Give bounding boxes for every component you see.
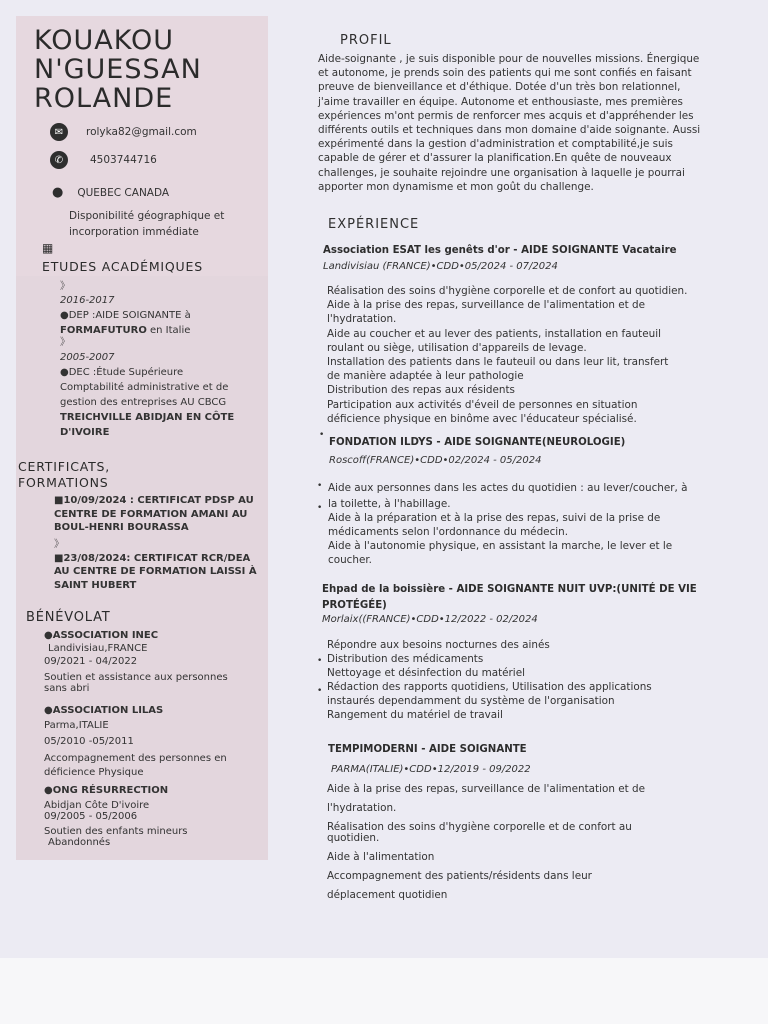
bullet-icon: •: [317, 686, 323, 696]
bullet-icon: •: [319, 430, 325, 440]
job-line: Répondre aux besoins nocturnes des ainés: [327, 639, 550, 651]
certificat-item-2: [54, 538, 257, 592]
job-line: Participation aux activités d'éveil de personnes en situation: [327, 398, 638, 411]
job-description: [328, 481, 688, 567]
contact-phone-row: [50, 151, 157, 169]
location-pin-icon: ●: [52, 185, 64, 200]
benevolat-org: ●ONG RÉSURRECTION: [44, 785, 169, 796]
benevolat-place: Abidjan Côte D'ivoire: [44, 800, 150, 811]
name-line-2: N'GUESSAN: [34, 54, 202, 85]
job-title: Ehpad de la boissière - AIDE SOIGNANTE NUIT UVP:(UNITÉ DE VIE: [322, 584, 697, 595]
contact-location-row: [52, 185, 169, 200]
school-name: FORMAFUTURO: [60, 325, 147, 336]
etudes-years: 2005-2007: [60, 352, 115, 363]
benevolat-desc: Abandonnés: [48, 837, 111, 848]
availability-text: [69, 208, 224, 240]
mail-icon: ✉: [50, 123, 68, 141]
benevolat-title: BÉNÉVOLAT: [26, 610, 111, 625]
page-bottom-margin: [0, 958, 768, 1024]
profil-line: capable de gérer et d'assurer la planification.En quête de nouveaux: [318, 152, 672, 165]
name-line-1: KOUAKOU: [34, 25, 174, 56]
etudes-item-2: [60, 336, 234, 439]
benevolat-org: ●ASSOCIATION LILAS: [44, 705, 164, 716]
profil-line: différents outils et techniques dans mon domaine d'aide soignante. Aussi: [318, 124, 701, 137]
job-line: Aide à la prise des repas, surveillance de l'alimentation et de: [327, 299, 646, 312]
benevolat-dates: 05/2010 -05/2011: [44, 736, 134, 747]
benevolat-desc: Soutien et assistance aux personnes: [44, 672, 228, 684]
job-subtitle: Landivisiau (FRANCE)•CDD•05/2024 - 07/2024: [323, 261, 558, 272]
etudes-line: gestion des entreprises AU CBCG: [60, 397, 227, 408]
job-subtitle: Roscoff(FRANCE)•CDD•02/2024 - 05/2024: [329, 455, 542, 466]
phone-text[interactable]: 4503744716: [90, 154, 157, 166]
phone-icon: ✆: [50, 151, 68, 169]
school-location: en Italie: [146, 325, 191, 336]
benevolat-org: ●ASSOCIATION INEC: [44, 630, 159, 641]
job-line: Aide au coucher et au lever des patients, installation en fauteuil: [327, 327, 661, 340]
job-line: Rangement du matériel de travail: [327, 709, 503, 721]
etudes-years: 2016-2017: [60, 295, 115, 306]
job-line: Réalisation des soins d'hygiène corporelle et de confort au: [327, 821, 632, 833]
job-line: Aide à la préparation et à la prise des repas, suivi de la prise de: [328, 512, 661, 524]
job-subtitle: PARMA(ITALIE)•CDD•12/2019 - 09/2022: [331, 764, 531, 775]
etudes-title: ETUDES ACADÉMIQUES: [42, 259, 203, 274]
certificat-line: ■23/08/2024: CERTIFICAT RCR/DEA: [54, 552, 251, 564]
profil-line: preuve de bienveillance et d'éthique. Dotée d'un très bon relationnel,: [318, 81, 681, 94]
etudes-line: Comptabilité administrative et de: [60, 382, 229, 393]
job-line: instaurés dependamment du système de l'organisation: [327, 695, 615, 707]
job-line: Aide aux personnes dans les actes du quotidien : au lever/coucher, à: [328, 482, 688, 494]
job-line: Distribution des médicaments: [327, 653, 484, 665]
availability-line-1: Disponibilité géographique et: [69, 210, 225, 222]
certificat-line: BOUL-HENRI BOURASSA: [54, 522, 189, 533]
candidate-name: [34, 26, 202, 113]
job-description: [327, 638, 652, 722]
benevolat-desc: Accompagnement des personnes en: [44, 752, 227, 764]
job-line: Réalisation des soins d'hygiène corporelle et de confort au quotidien.: [327, 285, 688, 297]
profil-line: apporter mon dynamisme et mon goût du challenge.: [318, 180, 594, 193]
location-text: QUEBEC CANADA: [77, 186, 170, 199]
job-line: Nettoyage et désinfection du matériel: [327, 667, 525, 679]
profil-text: [318, 52, 726, 194]
job-line: déplacement quotidien: [327, 889, 448, 901]
certificat-line: AU CENTRE DE FORMATION LAISSI À: [54, 566, 257, 577]
etudes-line: ●DEC :Étude Supérieure: [60, 367, 184, 378]
bullet-icon: •: [317, 656, 323, 666]
job-line: Aide à la prise des repas, surveillance de l'alimentation et de: [327, 783, 646, 795]
certificat-line: SAINT HUBERT: [54, 579, 137, 591]
job-line: médicaments selon l'ordonnance du médecin.: [328, 526, 569, 538]
benevolat-dates: 09/2005 - 05/2006: [44, 811, 138, 822]
job-description: [327, 284, 687, 426]
job-line: Aide à l'autonomie physique, en assistant la marche, le lever et le: [328, 540, 673, 552]
benevolat-place: Parma,ITALIE: [44, 719, 109, 731]
job-line: de manière adaptée à leur pathologie: [327, 370, 524, 383]
job-line: l'hydratation.: [327, 802, 397, 814]
benevolat-dates: 09/2021 - 04/2022: [44, 655, 138, 667]
benevolat-item-2: [44, 704, 227, 781]
job-line: Installation des patients dans le fauteuil ou dans leur lit, transfert: [327, 356, 669, 369]
profil-line: et autonome, je prends soin des patients qui me sont confiés en faisant: [318, 67, 692, 80]
job-line: coucher.: [328, 554, 372, 566]
job-subtitle: Morlaix((FRANCE)•CDD•12/2022 - 02/2024: [322, 614, 538, 625]
job-title-line-2: PROTÉGÉE): [322, 600, 387, 611]
certificat-line: CENTRE DE FORMATION AMANI AU: [54, 508, 248, 520]
job-line: la toilette, à l'habillage.: [328, 498, 451, 510]
certificats-title: [18, 459, 110, 491]
benevolat-desc: Soutien des enfants mineurs: [44, 826, 188, 837]
availability-line-2: incorporation immédiate: [69, 226, 199, 238]
job-line: Distribution des repas aux résidents: [327, 384, 515, 397]
etudes-line: ●DEP :AIDE SOIGNANTE à: [60, 310, 191, 321]
etudes-item-1: [60, 280, 191, 337]
bullet-icon: •: [317, 481, 323, 491]
experience-title: EXPÉRIENCE: [328, 217, 420, 232]
benevolat-desc: sans abri: [44, 683, 90, 695]
bullet-icon: •: [317, 503, 323, 513]
certificats-title-line-2: FORMATIONS: [18, 475, 109, 490]
contact-email-row: [50, 123, 197, 141]
certificat-line: ■10/09/2024 : CERTIFICAT PDSP AU: [54, 495, 254, 506]
profil-line: expérimenté dans la gestion d'administration et comptabilité,je suis: [318, 138, 673, 151]
certificat-item-1: [54, 494, 254, 535]
job-line: roulant ou siège, utilisation d'appareils de levage.: [327, 341, 587, 354]
profil-line: j'aime travailler en équipe. Autonome et enthousiaste, mes premières: [318, 95, 683, 108]
benevolat-place: Landivisiau,FRANCE: [48, 642, 148, 654]
profil-line: challenges, je souhaite rejoindre une organisation à laquelle je pourrai: [318, 166, 685, 179]
profil-line: expériences m'ont permis de renforcer mes acquis et d'appréhender les: [318, 109, 694, 122]
job-title: Association ESAT les genêts d'or - AIDE SOIGNANTE Vacataire: [323, 245, 677, 256]
etudes-line: D'IVOIRE: [60, 427, 110, 438]
job-title: FONDATION ILDYS - AIDE SOIGNANTE(NEUROLOGIE): [329, 437, 626, 448]
name-line-3: ROLANDE: [34, 83, 174, 114]
profil-line: Aide-soignante , je suis disponible pour de nouvelles missions. Énergique: [318, 53, 700, 65]
etudes-line: TREICHVILLE ABIDJAN EN CÔTE: [60, 412, 235, 423]
job-line: Rédaction des rapports quotidiens, Utilisation des applications: [327, 681, 652, 693]
job-line: quotidien.: [327, 832, 380, 844]
benevolat-item-1: [44, 630, 228, 694]
certificats-title-line-1: CERTIFICATS,: [18, 459, 111, 474]
job-line: l'hydratation.: [327, 313, 397, 326]
job-line: Accompagnement des patients/résidents dans leur: [327, 870, 592, 882]
arrow-icon: 》: [60, 337, 70, 348]
job-title: TEMPIMODERNI - AIDE SOIGNANTE: [328, 744, 527, 755]
job-line: Aide à l'alimentation: [327, 851, 435, 863]
arrow-icon: 》: [60, 281, 70, 292]
profil-title: PROFIL: [340, 33, 392, 48]
job-line: déficience physique en binôme avec l'éducateur spécialisé.: [327, 412, 637, 425]
arrow-icon: 》: [54, 539, 64, 550]
benevolat-desc: déficience Physique: [44, 767, 144, 778]
job-description: [327, 782, 645, 902]
benevolat-item-3: [44, 785, 188, 848]
email-text[interactable]: rolyka82@gmail.com: [86, 126, 197, 138]
calendar-icon: ▦: [42, 241, 54, 255]
